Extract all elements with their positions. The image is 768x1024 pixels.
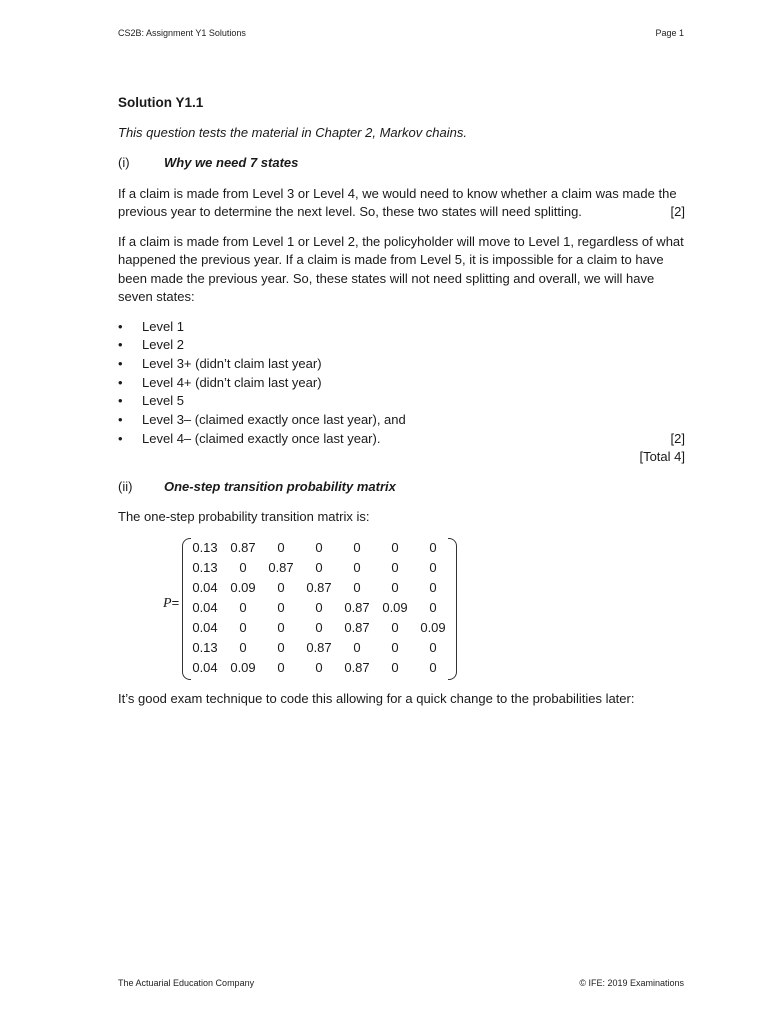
matrix-cell: 0	[429, 579, 437, 595]
matrix-cell: 0	[239, 599, 247, 615]
part-ii-title: One-step transition probability matrix	[164, 478, 396, 494]
bullet-icon: •	[118, 318, 123, 334]
matrix-cell: 0.87	[306, 579, 332, 595]
matrix-row	[186, 538, 452, 558]
matrix-cell: 0	[391, 539, 399, 555]
part-i-total: [Total 4]	[639, 449, 685, 465]
matrix-cell: 0.09	[230, 659, 256, 675]
part-ii-after-text: It’s good exam technique to code this allowing for a quick change to the probabilities later:	[118, 690, 635, 706]
transition-matrix	[118, 538, 685, 678]
matrix-cell: 0	[353, 639, 361, 655]
bullet-icon: •	[118, 393, 123, 409]
matrix-cell: 0	[429, 599, 437, 615]
bullet-icon: •	[118, 430, 123, 446]
part-ii-heading	[118, 478, 685, 497]
part-ii-number: (ii)	[118, 478, 133, 494]
matrix-cell: 0	[277, 619, 285, 635]
matrix-cell: 0.09	[382, 599, 408, 615]
matrix-cell: 0	[315, 659, 323, 675]
matrix-cell: 0	[353, 579, 361, 595]
matrix-cell: 0	[277, 599, 285, 615]
matrix-cell: 0.87	[344, 619, 370, 635]
part-i-number: (i)	[118, 155, 130, 170]
right-paren	[448, 538, 457, 680]
matrix-cell: 0	[239, 619, 247, 635]
matrix-cell: 0.87	[230, 539, 256, 555]
matrix-cell: 0	[391, 559, 399, 575]
list-item: • Level 4– (claimed exactly once last year). [2]	[118, 430, 685, 449]
matrix-cell: 0	[353, 539, 361, 555]
bullet-icon: •	[118, 337, 123, 353]
part-ii-intro: The one-step probability transition matrix is:	[118, 509, 370, 525]
list-item: • Level 3– (claimed exactly once last year), and	[118, 411, 685, 430]
matrix-cell: 0	[239, 639, 247, 655]
matrix-cell: 0	[429, 539, 437, 555]
matrix-cell: 0.13	[192, 639, 218, 655]
matrix-cell: 0.87	[306, 639, 332, 655]
list-item: • Level 2	[118, 336, 685, 355]
matrix-row	[186, 618, 452, 638]
matrix-grid	[186, 538, 452, 678]
page-content	[118, 94, 685, 708]
part-i-paragraph-1	[118, 185, 685, 222]
levels-mark: [2]	[670, 430, 685, 446]
matrix-cell: 0.87	[344, 599, 370, 615]
part-i-paragraph-1-text: If a claim is made from Level 3 or Level 4, we would need to know whether a claim was made the previous year to determine the next level. So, these two states will need splitting.	[118, 185, 677, 219]
matrix-cell: 0	[277, 659, 285, 675]
matrix-cell: 0.04	[192, 619, 218, 635]
solution-title: Solution Y1.1	[118, 95, 204, 110]
list-item: • Level 4+ (didn’t claim last year)	[118, 374, 685, 393]
matrix-equals: =	[171, 594, 180, 610]
matrix-cell: 0.87	[344, 659, 370, 675]
header-doc-title: CS2B: Assignment Y1 Solutions	[118, 28, 246, 38]
matrix-cell: 0	[315, 599, 323, 615]
matrix-cell: 0	[391, 619, 399, 635]
bullet-icon: •	[118, 412, 123, 428]
matrix-symbol: P	[163, 595, 172, 611]
matrix-cell: 0.13	[192, 559, 218, 575]
list-item: • Level 3+ (didn’t claim last year)	[118, 355, 685, 374]
matrix-cell: 0	[277, 639, 285, 655]
matrix-cell: 0	[315, 539, 323, 555]
matrix-cell: 0.04	[192, 579, 218, 595]
matrix-cell: 0.87	[268, 559, 294, 575]
matrix-cell: 0	[429, 659, 437, 675]
matrix-cell: 0	[429, 639, 437, 655]
matrix-row	[186, 598, 452, 618]
matrix-cell: 0	[391, 659, 399, 675]
matrix-cell: 0	[429, 559, 437, 575]
footer-company: The Actuarial Education Company	[118, 978, 255, 988]
matrix-cell: 0.04	[192, 599, 218, 615]
matrix-cell: 0	[277, 539, 285, 555]
header-page-number: Page 1	[655, 28, 684, 38]
matrix-label	[163, 594, 179, 614]
matrix-row	[186, 658, 452, 678]
solution-intro: This question tests the material in Chapter 2, Markov chains.	[118, 124, 467, 140]
matrix-cell: 0.04	[192, 659, 218, 675]
matrix-cell: 0	[277, 579, 285, 595]
levels-list	[118, 318, 685, 449]
matrix-cell: 0.09	[230, 579, 256, 595]
part-i-paragraph-1-mark: [2]	[670, 204, 685, 219]
matrix-cell: 0	[391, 579, 399, 595]
matrix-cell: 0	[353, 559, 361, 575]
footer-copyright: © IFE: 2019 Examinations	[579, 978, 684, 988]
matrix-row	[186, 558, 452, 578]
matrix-cell: 0	[239, 559, 247, 575]
matrix-row	[186, 578, 452, 598]
list-item: • Level 1	[118, 318, 685, 337]
bullet-icon: •	[118, 374, 123, 390]
matrix-cell: 0.09	[420, 619, 446, 635]
matrix-cell: 0.13	[192, 539, 218, 555]
bullet-icon: •	[118, 355, 123, 371]
part-i-heading	[118, 154, 685, 173]
matrix-cell: 0	[391, 639, 399, 655]
matrix-cell: 0	[315, 559, 323, 575]
list-item: • Level 5	[118, 392, 685, 411]
matrix-cell: 0	[315, 619, 323, 635]
matrix-row	[186, 638, 452, 658]
part-i-paragraph-2: If a claim is made from Level 1 or Level 2, the policyholder will move to Level 1, regardless of what happened the previous year. If a claim is made from Level 5, it is impossible for a claim to have been made the previous year. So, these states will not need splitting and overall, we will have seven states:	[118, 233, 684, 304]
part-i-title: Why we need 7 states	[164, 155, 299, 170]
